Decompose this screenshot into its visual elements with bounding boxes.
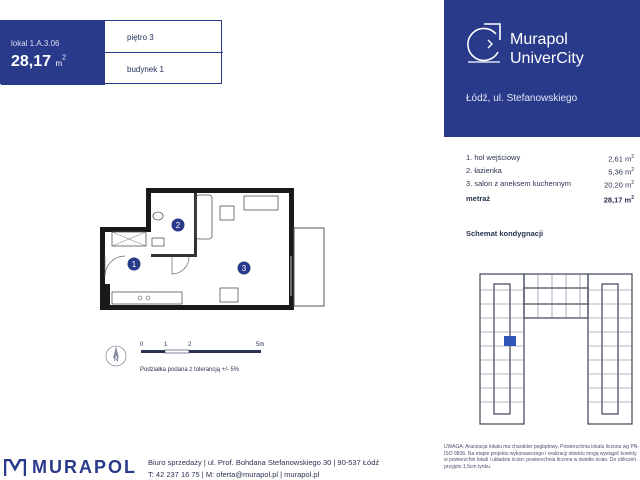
dining-table <box>220 288 238 302</box>
room-row <box>466 151 634 164</box>
wing-left <box>480 274 524 424</box>
room-row <box>466 164 634 177</box>
entry-door <box>105 256 125 276</box>
wall-left-block <box>100 284 110 308</box>
unit-area: 28,17 $m^2$ <box>11 53 67 70</box>
wing-right-corridor <box>602 284 618 414</box>
brand-name <box>510 30 584 68</box>
total-area-row <box>466 192 634 205</box>
wing-top <box>524 274 588 318</box>
kitchen-counter <box>112 292 182 304</box>
room-number-1: 1 <box>131 260 137 269</box>
sales-office-address: Biuro sprzedaży | ul. Prof. Bohdana Stefanowskiego 30 | 90-537 Łódź <box>148 458 380 467</box>
wall-left-upper <box>146 188 151 232</box>
unit-highlight <box>504 336 516 346</box>
room-name: 1. hol wejściowy <box>466 153 521 162</box>
murapol-logo-icon <box>466 22 502 66</box>
rooms-list <box>466 151 634 205</box>
wing-top-corridor <box>524 288 588 304</box>
scale-bar <box>100 340 300 368</box>
brand-panel <box>444 0 640 137</box>
bathroom-door <box>172 257 189 274</box>
floor-scheme-title: Schemat kondygnacji <box>466 229 544 238</box>
scale-tick-5m: 5m <box>256 342 265 348</box>
scale-tick-2: 2 <box>188 342 192 348</box>
wall-entry-top <box>100 227 151 232</box>
wall-bathroom <box>194 193 197 257</box>
floor-info: piętro 3 <box>105 21 223 53</box>
scale-tick-1: 1 <box>164 342 168 348</box>
wall-bottom <box>100 305 294 310</box>
north-label: N <box>113 357 119 363</box>
unit-summary-box <box>0 20 222 84</box>
footer-contact <box>148 457 379 480</box>
room-area: 20,20 $m^2$ <box>604 180 634 190</box>
sofa <box>244 196 278 210</box>
toilet <box>153 212 163 220</box>
total-label: metraż <box>466 194 491 203</box>
murapol-mark-icon <box>4 459 26 477</box>
armchair <box>220 206 234 220</box>
unit-id-cell <box>1 21 105 85</box>
wall-bathroom-bottom <box>151 254 197 257</box>
disclaimer-note: UWAGA: Aranżacja lokalu ma charakter poglądowy. Powierzchnia lokalu liczona wg PN-ISO 9836. Na etapie projektu wykonawczego i realizacji obiektu mogą wystąpić korekty w powierzchni lokali i układzie ścian; powierzchnia liczona w świetle ścian. Do obliczeń przyjęto 1,5cm tynku. <box>444 444 640 470</box>
room-name: 2. łazienka <box>466 166 502 175</box>
room-number-3: 3 <box>241 264 247 273</box>
room-area: 2,61 $m^2$ <box>608 154 634 164</box>
building-key-plan <box>474 270 640 430</box>
wing-left-corridor <box>494 284 510 414</box>
wall-top <box>146 188 294 193</box>
building-info: budynek 1 <box>127 65 164 74</box>
scale-tolerance-note: Podziałka podana z tolerancją +/- 5% <box>140 367 240 373</box>
footer-logo <box>4 457 137 478</box>
brand-address: Łódź, ul. Stefanowskiego <box>466 93 578 104</box>
room-number-2: 2 <box>175 221 181 230</box>
total-value: 28,17 $m^2$ <box>603 195 634 205</box>
brand-name-line1: Murapol <box>510 31 568 48</box>
balcony <box>294 228 324 306</box>
room-row <box>466 177 634 190</box>
room-name: 3. salon z aneksem kuchennym <box>466 179 572 188</box>
floor-plan <box>92 186 332 316</box>
footer-logo-text: MURAPOL <box>32 457 137 477</box>
sink <box>152 238 164 246</box>
room-area: 5,36 $m^2$ <box>608 167 634 177</box>
contact-line[interactable]: T: 42 237 16 75 | M: oferta@murapol.pl | murapol.pl <box>148 470 320 479</box>
bathtub <box>196 195 212 239</box>
unit-label: lokal 1.A.3.06 <box>11 39 60 48</box>
wing-right <box>588 274 632 424</box>
brand-name-line2: UniverCity <box>510 50 584 67</box>
scale-tick-0: 0 <box>140 342 144 348</box>
